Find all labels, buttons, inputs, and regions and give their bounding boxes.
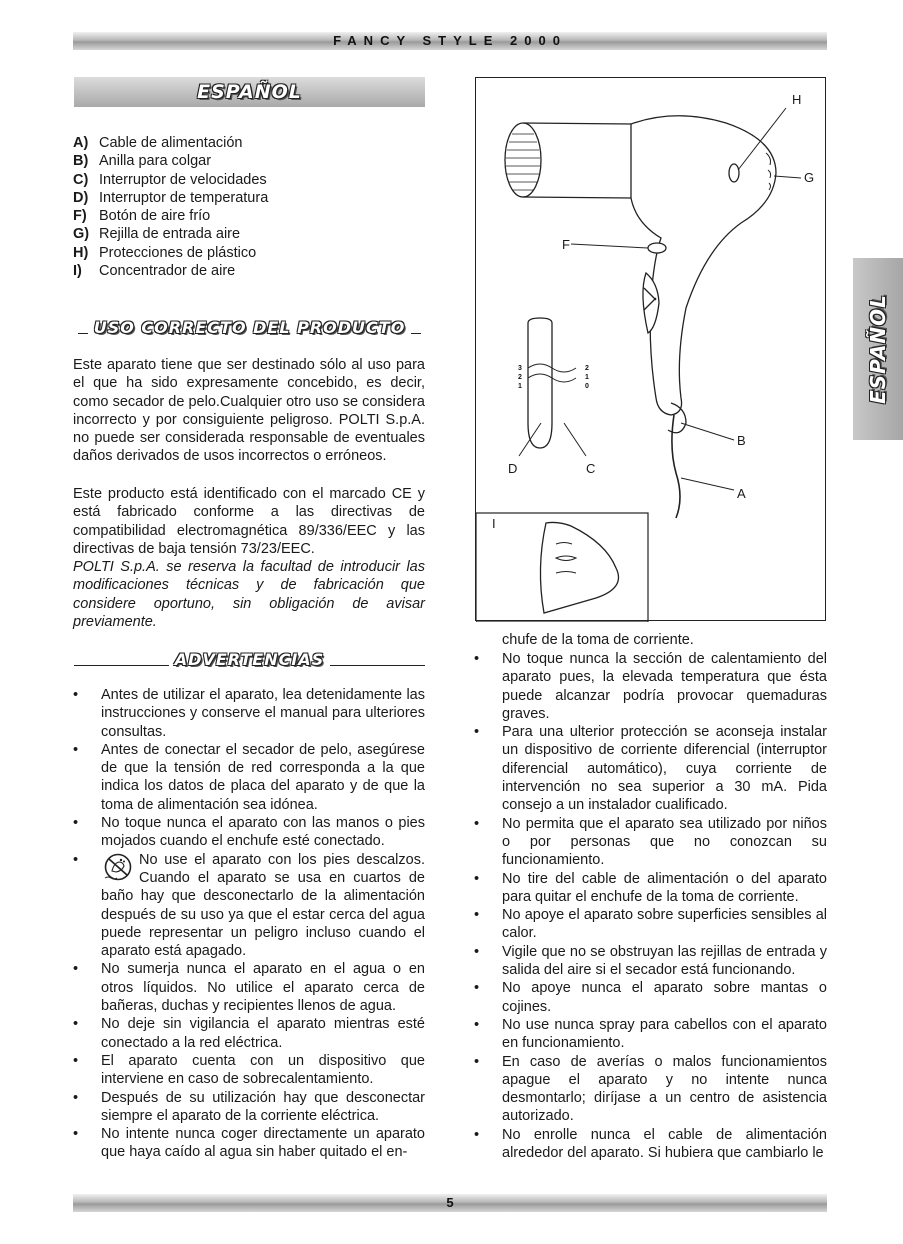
list-item: • En caso de averías o malos funcionamientos apague el aparato y no intente nunca desmontarlo; diríjase a un centro de asistencia autorizado. (474, 1053, 827, 1126)
label-b: B (737, 433, 746, 448)
no-barefoot-icon (101, 852, 135, 882)
divider (411, 321, 421, 334)
divider (330, 653, 425, 666)
list-item: • Después de su utilización hay que desconectar siempre el aparato de la corriente eléctrica. (73, 1089, 425, 1126)
uso-paragraph-1: Este aparato tiene que ser destinado sólo al uso para el que ha sido expresamente concebido, es decir, como secador de pelo.Cualquier otro uso se considera incorrecto y por consiguiente peligroso. POLTI S.p.A. no puede ser considerada responsable de eventuales daños derivados de usos incorrectos o erróneos. (73, 357, 425, 465)
warnings-list-right (474, 650, 827, 1162)
list-item: H) Protecciones de plástico (73, 244, 257, 261)
side-tab-label: ESPAÑOL (866, 294, 890, 404)
list-item: C) Interruptor de velocidades (73, 171, 267, 188)
switch-right-label-0: 0 (585, 383, 589, 390)
list-item: B) Anilla para colgar (73, 153, 212, 170)
side-language-tab (853, 258, 903, 440)
list-item: G) Rejilla de entrada aire (73, 226, 241, 243)
switch-right-label-1: 1 (585, 374, 589, 381)
switch-left-label-2: 2 (518, 374, 522, 381)
list-item: • No enrolle nunca el cable de alimentación alrededor del aparato. Si hubiera que cambiarlo le (474, 1126, 827, 1163)
label-c: C (586, 461, 596, 476)
divider (74, 653, 169, 666)
label-f: F (562, 237, 570, 252)
list-item: • No apoye el aparato sobre superficies sensibles al calor. (474, 906, 827, 943)
list-item: • No toque nunca la sección de calentamiento del aparato pues, la elevada temperatura que ésta puede alcanzar podría provocar quemaduras graves. (474, 650, 827, 723)
list-item: • No use nunca spray para cabellos con el aparato en funcionamiento. (474, 1016, 827, 1053)
advertencias-heading-row (74, 648, 425, 670)
label-a: A (737, 486, 746, 501)
list-item: • No deje sin vigilancia el aparato mientras esté conectado a la red eléctrica. (73, 1015, 425, 1052)
uso-heading: USO CORRECTO DEL PRODUCTO (93, 317, 406, 337)
label-g: G (804, 170, 815, 185)
list-item: • No tire del cable de alimentación o del aparato para quitar el enchufe de la toma de corriente. (474, 870, 827, 907)
switch-left-label-3: 3 (518, 365, 522, 372)
list-item: • No permita que el aparato sea utilizado por niños o por personas que no conozcan su funcionamiento. (474, 815, 827, 870)
page-number: 5 (73, 1194, 827, 1212)
list-item: A) Cable de alimentación (73, 135, 243, 151)
list-item: • Vigile que no se obstruyan las rejillas de entrada y salida del aire si el secador está funcionando. (474, 943, 827, 980)
list-item: • El aparato cuenta con un dispositivo que interviene en caso de sobrecalentamiento. (73, 1052, 425, 1089)
list-item: F) Botón de aire frío (73, 208, 211, 225)
hair-dryer-figure (475, 77, 826, 621)
label-d: D (508, 461, 518, 476)
divider (78, 321, 88, 334)
list-item: • Antes de utilizar el aparato, lea detenidamente las instrucciones y conserve el manual para ulteriores consultas. (73, 686, 425, 741)
uso-heading-row (74, 316, 425, 338)
list-item: D) Interruptor de temperatura (73, 189, 269, 206)
list-item: • No apoye nunca el aparato sobre mantas o cojines. (474, 979, 827, 1016)
uso-paragraph-2: Este producto está identificado con el marcado CE y está fabricado conforme a las directivas de compatibilidad electromagnética 89/336/EEC y las directivas de baja tensión 73/23/EEC. (73, 486, 425, 557)
list-item: • Para una ulterior protección se aconseja instalar un dispositivo de corriente diferencial (interruptor diferencial automático), cuya corriente de intervención no sea superior a 30 mA. Pida consejo a un instalador cualificado. (474, 723, 827, 814)
header-title: FANCY STYLE 2000 (73, 32, 827, 50)
switch-right-label-2: 2 (585, 365, 589, 372)
uso-paragraph-3: POLTI S.p.A. se reserva la facultad de introducir las modificaciones técnicas y de fabricación que considere oportuno, sin obligación de avisar previamente. (73, 559, 425, 630)
list-item: • No toque nunca el aparato con las manos o pies mojados cuando el enchufe esté conectado. (73, 814, 425, 851)
list-item: • No use el aparato con los pies descalzos. Cuando el aparato se usa en cuartos de baño hay que desconectarlo de la alimentación después de su uso ya que el estar cerca del agua puede representar un peligro incluso cuando el aparato está apagado. (73, 851, 425, 961)
language-heading: ESPAÑOL (197, 81, 302, 103)
list-item: • Antes de conectar el secador de pelo, asegúrese de que la tensión de red corresponda a la que indica los datos de placa del aparato y de que la toma de alimentación sea idónea. (73, 741, 425, 814)
list-item: • No intente nunca coger directamente un aparato que haya caído al agua sin haber quitado el en- (73, 1125, 425, 1162)
label-h: H (792, 92, 802, 107)
hair-dryer-illustration (476, 78, 827, 622)
list-item: I) Concentrador de aire (73, 263, 236, 280)
warning-continuation: chufe de la toma de corriente. (502, 632, 694, 648)
language-heading-box (74, 77, 425, 107)
list-item: • No sumerja nunca el aparato en el agua o en otros líquidos. No utilice el aparato cerca de bañeras, duchas y recipientes llenos de agua. (73, 960, 425, 1015)
warnings-list-left (73, 686, 425, 1162)
parts-list (73, 134, 268, 280)
label-i: I (492, 516, 496, 531)
advertencias-heading: ADVERTENCIAS (174, 649, 325, 669)
switch-left-label-1: 1 (518, 383, 522, 390)
